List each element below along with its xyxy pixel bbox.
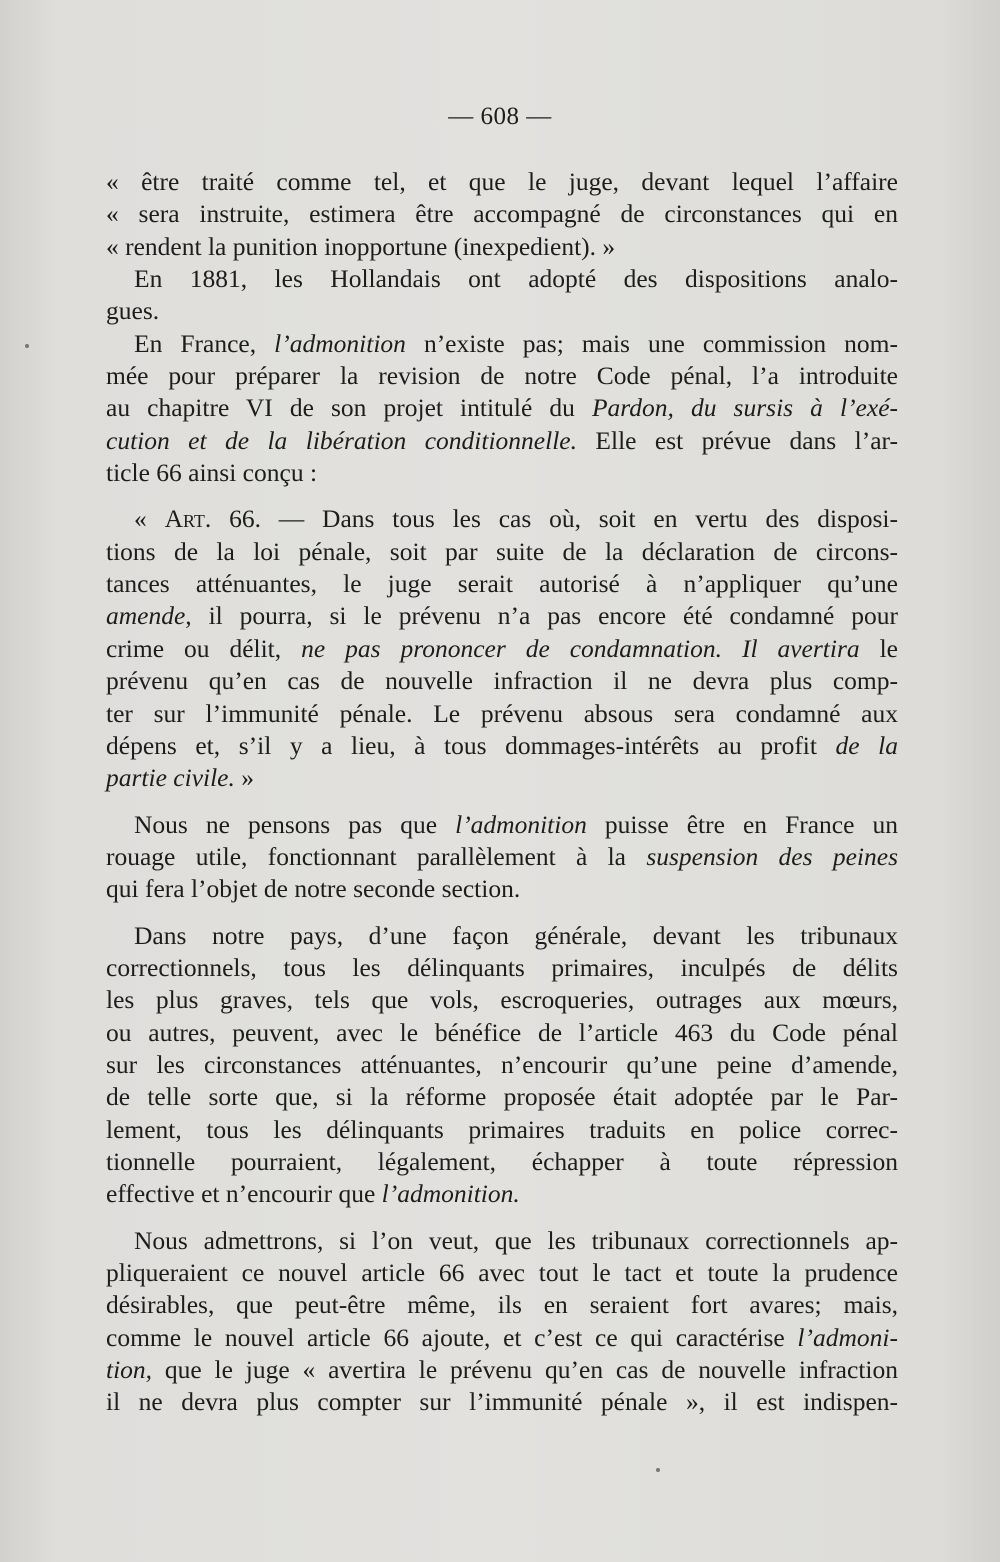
text-line: [106, 198, 898, 230]
text-line: [106, 920, 898, 952]
text-segment: il pourra, si le prévenu n’a pas encore été condamné pour: [191, 601, 898, 631]
text-segment: tions de la loi pénale, soit par suite de la déclaration de circons-: [106, 536, 898, 566]
text-line: [106, 1354, 898, 1386]
text-line: [106, 952, 898, 984]
text-segment: dépens et, s’il y a lieu, à tous dommages-intérêts au profit: [106, 730, 836, 760]
text-line: [106, 1049, 898, 1081]
text-segment: que le juge « avertira le prévenu qu’en cas de nouvelle infraction: [152, 1355, 898, 1385]
text-line: [106, 665, 898, 697]
text-line: [106, 425, 898, 457]
text-segment: il ne devra plus compter sur l’immunité pénale », il est indispen-: [106, 1387, 898, 1417]
text-line: [106, 263, 898, 295]
text-line: [106, 166, 898, 198]
text-segment: »: [234, 763, 254, 793]
text-line: [106, 1257, 898, 1289]
text-segment: ticle 66 ainsi conçu :: [106, 458, 318, 488]
text-line: [106, 392, 898, 424]
italic-text: l’admonition: [455, 809, 587, 839]
text-segment: désirables, que peut-être même, ils en seraient fort avares; mais,: [106, 1290, 898, 1320]
italic-text: suspension des peines: [646, 841, 898, 871]
text-line: [106, 1146, 898, 1178]
text-line: [106, 984, 898, 1016]
page-number: — 608 —: [448, 103, 552, 130]
text-segment: mée pour préparer la revision de notre Code pénal, l’a introduite: [106, 361, 898, 391]
text-segment: lement, tous les délinquants primaires traduits en police correc-: [106, 1114, 898, 1144]
text-line: [106, 568, 898, 600]
text-segment: Nous admettrons, si l’on veut, que les tribunaux correctionnels ap-: [134, 1225, 898, 1255]
text-line: [106, 503, 898, 535]
text-line: [106, 698, 898, 730]
text-segment: qui fera l’objet de notre seconde section.: [106, 874, 521, 904]
paragraph-gap: [106, 906, 898, 920]
text-segment: gues.: [106, 296, 160, 326]
text-segment: En 1881, les Hollandais ont adopté des dispositions analo-: [134, 264, 898, 294]
paragraph-gap: [106, 795, 898, 809]
text-segment: ou autres, peuvent, avec le bénéfice de l’article 463 du Code pénal: [106, 1017, 898, 1047]
text-line: [106, 633, 898, 665]
text-line: [106, 1225, 898, 1257]
italic-text: Pardon, du sursis à l’exé-: [591, 393, 899, 423]
text-segment: Nous ne pensons pas que: [134, 809, 456, 839]
text-line: [106, 1289, 898, 1321]
italic-text: ne pas prononcer de condamnation. Il avertira: [301, 633, 860, 663]
italic-text: de la: [835, 730, 898, 760]
text-segment: le: [859, 633, 898, 663]
text-segment: ter sur l’immunité pénale. Le prévenu absous sera condamné aux: [106, 698, 898, 728]
text-line: [106, 873, 898, 905]
text-segment: comme le nouvel article 66 ajoute, et c’est ce qui caractérise: [106, 1322, 798, 1352]
text-segment: tionnelle pourraient, légalement, échapper à toute répression: [106, 1146, 898, 1176]
text-segment: au chapitre VI de son projet intitulé du: [106, 393, 592, 423]
text-line: [106, 1081, 898, 1113]
paragraph-gap: [106, 1211, 898, 1225]
italic-text: tion,: [106, 1355, 153, 1385]
text-segment: puisse être en France un: [586, 809, 898, 839]
text-line: [106, 457, 898, 489]
text-line: [106, 1114, 898, 1146]
body-text: [106, 166, 898, 1419]
text-segment: Art.: [164, 504, 212, 534]
text-segment: « être traité comme tel, et que le juge, devant lequel l’affaire: [106, 167, 898, 196]
text-segment: prévenu qu’en cas de nouvelle infraction il ne devra plus comp-: [106, 666, 898, 696]
text-line: [106, 600, 898, 632]
text-line: [106, 231, 898, 263]
margin-speck: [656, 1468, 660, 1472]
text-line: [106, 1386, 898, 1418]
italic-text: l’admonition: [274, 328, 406, 358]
text-segment: effective et n’encourir que: [106, 1179, 382, 1209]
text-segment: «: [134, 504, 165, 534]
text-segment: les plus graves, tels que vols, escroqueries, outrages aux mœurs,: [106, 985, 898, 1015]
text-line: [106, 841, 898, 873]
text-segment: 66. — Dans tous les cas où, soit en vertu des disposi-: [211, 504, 899, 534]
text-segment: de telle sorte que, si la réforme proposée était adoptée par le Par-: [106, 1082, 898, 1112]
text-segment: « rendent la punition inopportune (inexpedient). »: [106, 231, 616, 261]
text-segment: Elle est prévue dans l’ar-: [577, 425, 898, 455]
italic-text: l’admonition.: [381, 1179, 520, 1209]
text-line: [106, 1017, 898, 1049]
italic-text: amende,: [106, 601, 192, 631]
text-line: [106, 536, 898, 568]
italic-text: cution et de la libération conditionnelle.: [106, 425, 577, 455]
italic-text: partie civile.: [106, 763, 235, 793]
text-segment: correctionnels, tous les délinquants primaires, inculpés de délits: [106, 952, 898, 982]
text-segment: sur les circonstances atténuantes, n’encourir qu’une peine d’amende,: [106, 1049, 898, 1079]
text-segment: crime ou délit,: [106, 633, 302, 663]
text-line: [106, 295, 898, 327]
text-segment: Dans notre pays, d’une façon générale, devant les tribunaux: [134, 920, 898, 950]
text-line: [106, 809, 898, 841]
text-line: [106, 360, 898, 392]
text-line: [106, 730, 898, 762]
text-line: [106, 328, 898, 360]
paragraph-gap: [106, 489, 898, 503]
italic-text: l’admoni-: [797, 1322, 898, 1352]
margin-speck: [25, 344, 29, 348]
text-segment: pliqueraient ce nouvel article 66 avec tout le tact et toute la prudence: [106, 1258, 898, 1287]
text-segment: tances atténuantes, le juge serait autorisé à n’appliquer qu’une: [106, 569, 898, 599]
text-line: [106, 1178, 898, 1210]
text-line: [106, 762, 898, 794]
text-segment: En France,: [134, 328, 275, 358]
text-segment: n’existe pas; mais une commission nom-: [405, 328, 898, 358]
text-segment: « sera instruite, estimera être accompagné de circonstances qui en: [106, 199, 898, 229]
text-segment: rouage utile, fonctionnant parallèlement à la: [106, 841, 647, 871]
text-line: [106, 1322, 898, 1354]
